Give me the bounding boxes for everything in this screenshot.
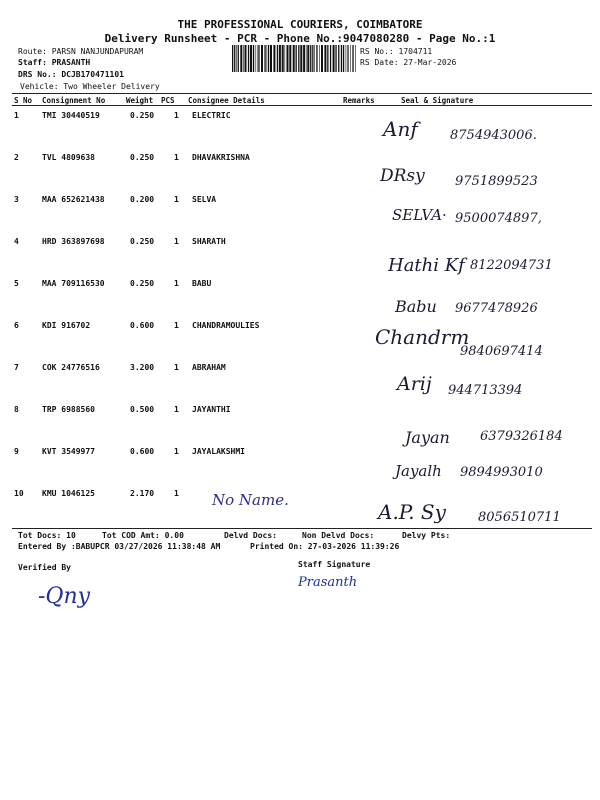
barcode-bar [300,45,302,72]
row-consignee: ABRAHAM [192,363,226,372]
barcode-bar [355,45,356,72]
col-remarks: Remarks [343,96,375,105]
row-phone: 8122094731 [470,258,553,273]
barcode-bar [335,45,336,72]
row-consignment-no: HRD 363897698 [42,237,105,246]
col-consignment: Consignment No [42,96,106,105]
row-sno: 6 [14,321,19,330]
row-phone: 9840697414 [460,344,543,359]
barcode-bar [350,45,351,72]
barcode-bar [347,45,348,72]
row-consignment-no: KVT 3549977 [42,447,95,456]
row-weight: 3.200 [130,363,155,372]
row-consignment-no: MAA 709116530 [42,279,105,288]
row-consignee: ELECTRIC [192,111,231,120]
row-consignment-no: COK 24776516 [42,363,100,372]
row-signature: DRsy [380,166,425,186]
barcode-bar [277,45,278,72]
barcode-bar [236,45,237,72]
barcode-bar [232,45,233,72]
delivery-points: Delvy Pts: [402,531,451,540]
row-consignee: DHAVAKRISHNA [192,153,250,162]
row-weight: 2.170 [130,489,155,498]
rs-date: RS Date: 27-Mar-2026 [360,58,457,67]
row-signature: SELVA· [392,206,447,224]
barcode-bar [321,45,323,72]
row-consignment-no: KMU 1046125 [42,489,95,498]
row-pcs: 1 [174,363,179,372]
barcode-bar [314,45,315,72]
row-sno: 9 [14,447,19,456]
barcode-bar [352,45,353,72]
barcode-bar [348,45,349,72]
barcode-bar [330,45,331,72]
barcode-bar [248,45,249,72]
entered-by: Entered By :BABUPCR 03/27/2026 11:38:48 AM [18,542,221,551]
barcode-bar [270,45,272,72]
barcode-bar [261,45,263,72]
barcode [232,45,358,72]
barcode-bar [245,45,247,72]
non-delivered-docs: Non Delvd Docs: [302,531,375,540]
barcode-bar [341,45,342,72]
col-pcs: PCS [161,96,175,105]
barcode-bar [298,45,299,72]
row-phone: 944713394 [448,383,523,398]
row-pcs: 1 [174,447,179,456]
col-weight: Weight [126,96,154,105]
row-weight: 0.250 [130,153,155,162]
barcode-bar [338,45,339,72]
total-docs: Tot Docs: 10 [18,531,76,540]
row-signature: Anf [383,117,418,141]
barcode-bar [240,45,242,72]
table-bottom-rule [12,528,592,529]
row-phone: 9894993010 [460,465,543,480]
route-label: Route: PARSN NANJUNDAPURAM [18,47,144,56]
row-consignee: SHARATH [192,237,226,246]
row-signature: A.P. Sy [378,500,446,524]
row-consignee: JAYANTHI [192,405,231,414]
barcode-bar [264,45,265,72]
row-phone: 9500074897, [455,211,542,226]
header-bottom-rule [12,105,592,106]
row-pcs: 1 [174,195,179,204]
barcode-bar [327,45,328,72]
row-signature: Chandrm [375,325,470,349]
row-phone: 8056510711 [478,510,561,525]
vehicle-label: Vehicle: Two Wheeler Delivery [20,82,160,91]
barcode-bar [253,45,254,72]
row-signature: Jayan [405,428,450,447]
barcode-bar [303,45,305,72]
row-weight: 0.250 [130,111,155,120]
staff-label: Staff: PRASANTH [18,58,91,67]
row-signature: Babu [395,297,437,316]
row-sno: 8 [14,405,19,414]
row-consignment-no: TMI 30440519 [42,111,100,120]
staff-signature-label: Staff Signature [298,560,371,569]
row-phone: 9751899523 [455,174,538,189]
col-sno: S No [14,96,33,105]
barcode-bar [310,45,311,72]
row-sno: 7 [14,363,19,372]
row-consignee: SELVA [192,195,217,204]
page-title: THE PROFESSIONAL COURIERS, COIMBATORE [177,18,423,31]
row-sno: 10 [14,489,24,498]
barcode-bar [234,45,235,72]
barcode-bar [257,45,258,72]
row-signature: Hathi Kf [388,255,465,276]
barcode-bar [333,45,335,72]
barcode-bar [238,45,239,72]
barcode-bar [319,45,320,72]
barcode-bar [258,45,259,72]
barcode-bar [279,45,281,72]
printed-on: Printed On: 27-03-2026 11:39:26 [250,542,400,551]
row-weight: 0.250 [130,237,155,246]
delivered-docs: Delvd Docs: [224,531,277,540]
row-consignee: CHANDRAMOULIES [192,321,260,330]
row-sno: 5 [14,279,19,288]
row-sno: 4 [14,237,19,246]
row-remark-handwritten: No Name. [212,491,289,509]
row-pcs: 1 [174,279,179,288]
verified-by-label: Verified By [18,563,71,572]
row-weight: 0.500 [130,405,155,414]
row-weight: 0.600 [130,447,155,456]
barcode-bar [268,45,269,72]
barcode-bar [273,45,275,72]
row-sno: 1 [14,111,19,120]
row-phone: 6379326184 [480,429,563,444]
barcode-bar [343,45,344,72]
barcode-bar [282,45,284,72]
barcode-bar [346,45,347,72]
barcode-bar [293,45,295,72]
barcode-bar [267,45,268,72]
barcode-bar [250,45,252,72]
barcode-bar [287,45,289,72]
row-pcs: 1 [174,405,179,414]
row-phone: 9677478926 [455,301,538,316]
barcode-bar [307,45,309,72]
barcode-bar [296,45,297,72]
col-seal-signature: Seal & Signature [401,96,474,105]
row-signature: Arij [397,373,432,395]
row-pcs: 1 [174,321,179,330]
barcode-bar [324,45,326,72]
row-pcs: 1 [174,153,179,162]
total-cod: Tot COD Amt: 0.00 [102,531,184,540]
barcode-bar [316,45,317,72]
row-consignee: BABU [192,279,212,288]
drs-number: DRS No.: DCJB170471101 [18,70,124,79]
barcode-bar [312,45,313,72]
col-consignee: Consignee Details [188,96,265,105]
row-weight: 0.200 [130,195,155,204]
barcode-bar [289,45,291,72]
row-sno: 2 [14,153,19,162]
row-phone: 8754943006. [450,128,537,143]
row-consignment-no: TVL 4809638 [42,153,95,162]
row-consignment-no: MAA 652621438 [42,195,105,204]
barcode-bar [306,45,307,72]
barcode-bar [243,45,244,72]
row-weight: 0.600 [130,321,155,330]
row-pcs: 1 [174,237,179,246]
verified-signature: -Qny [38,584,91,609]
row-consignment-no: TRP 6988560 [42,405,95,414]
row-consignment-no: KDI 916702 [42,321,91,330]
row-pcs: 1 [174,111,179,120]
rs-number: RS No.: 1704711 [360,47,433,56]
barcode-bar [285,45,286,72]
row-signature: Jayalh [395,462,442,480]
row-weight: 0.250 [130,279,155,288]
staff-signature: Prasanth [298,575,358,590]
page-subtitle: Delivery Runsheet - PCR - Phone No.:9047080280 - Page No.:1 [104,32,496,45]
header-top-rule [12,93,592,94]
barcode-bar [255,45,256,72]
row-pcs: 1 [174,489,179,498]
row-sno: 3 [14,195,19,204]
row-consignee: JAYALAKSHMI [192,447,245,456]
